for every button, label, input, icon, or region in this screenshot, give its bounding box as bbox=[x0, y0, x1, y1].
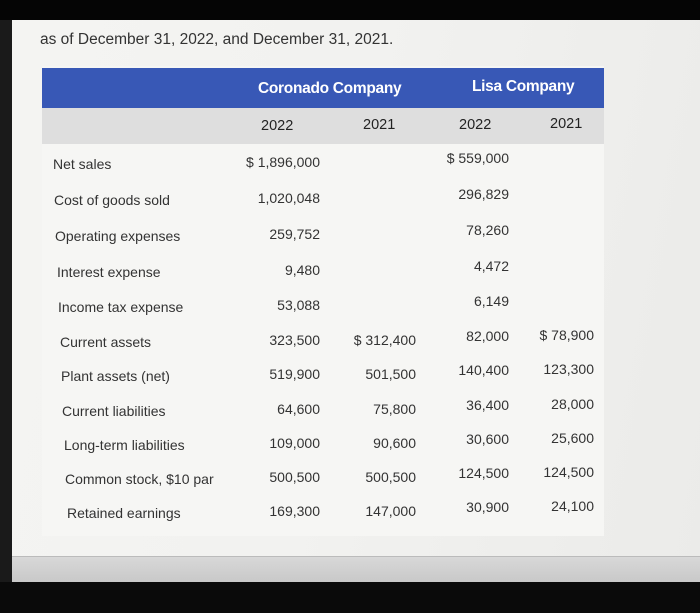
table-cell: 25,600 bbox=[551, 430, 594, 446]
table-cell: 500,500 bbox=[269, 469, 320, 485]
table-cell: 500,500 bbox=[365, 469, 416, 485]
table-cell: 519,900 bbox=[269, 366, 320, 382]
caption: as of December 31, 2022, and December 31, 2021. bbox=[40, 31, 394, 48]
row-label: Operating expenses bbox=[55, 228, 181, 244]
year-header-coronado-2021: 2021 bbox=[363, 117, 396, 133]
left-edge bbox=[0, 20, 12, 582]
table-cell: 140,400 bbox=[458, 362, 509, 378]
table-cell: 147,000 bbox=[365, 503, 416, 519]
row-label: Income tax expense bbox=[58, 299, 184, 315]
table-cell: 323,500 bbox=[269, 332, 320, 348]
year-header-lisa-2022: 2022 bbox=[459, 117, 492, 133]
table-cell: 82,000 bbox=[466, 328, 509, 344]
table-cell: 124,500 bbox=[543, 464, 594, 480]
year-header-lisa-2021: 2021 bbox=[550, 116, 583, 132]
row-label: Current assets bbox=[60, 334, 152, 350]
table-cell: 124,500 bbox=[458, 465, 509, 481]
table-cell: 296,829 bbox=[458, 186, 509, 202]
table-cell: 53,088 bbox=[277, 297, 320, 313]
table-cell: $ 78,900 bbox=[539, 327, 594, 343]
company-header-coronado: Coronado Company bbox=[258, 80, 402, 97]
table-cell: 259,752 bbox=[269, 226, 320, 242]
row-label: Common stock, $10 par bbox=[65, 471, 214, 487]
table-cell: 123,300 bbox=[543, 361, 594, 377]
table-cell: 78,260 bbox=[466, 222, 509, 238]
year-header-band bbox=[42, 108, 604, 144]
row-label: Interest expense bbox=[57, 264, 161, 280]
table-cell: 4,472 bbox=[473, 258, 509, 274]
table-cell: 28,000 bbox=[551, 396, 594, 412]
table-cell: $ 559,000 bbox=[446, 150, 509, 166]
table-cell: 109,000 bbox=[269, 435, 320, 451]
table-cell: 90,600 bbox=[373, 435, 416, 451]
table-cell: 30,600 bbox=[466, 431, 509, 447]
row-label: Current liabilities bbox=[62, 403, 166, 419]
table-cell: 75,800 bbox=[373, 401, 416, 417]
bottom-bar bbox=[0, 582, 700, 613]
row-label: Long-term liabilities bbox=[64, 437, 185, 453]
table-cell: 169,300 bbox=[269, 503, 320, 519]
table-cell: 24,100 bbox=[551, 498, 594, 514]
row-label: Net sales bbox=[53, 156, 112, 172]
table-cell: 1,020,048 bbox=[257, 190, 320, 206]
company-header-lisa: Lisa Company bbox=[472, 78, 575, 95]
table-cell: 36,400 bbox=[466, 397, 509, 413]
row-label: Retained earnings bbox=[67, 505, 181, 521]
row-label: Cost of goods sold bbox=[54, 192, 170, 208]
table-cell: 501,500 bbox=[365, 366, 416, 382]
table-cell: $ 312,400 bbox=[353, 332, 416, 348]
year-header-coronado-2022: 2022 bbox=[261, 118, 294, 134]
top-bar bbox=[0, 0, 700, 20]
table-cell: 6,149 bbox=[473, 293, 509, 309]
table-cell: 9,480 bbox=[284, 262, 320, 278]
table-cell: $ 1,896,000 bbox=[246, 154, 320, 170]
table-cell: 30,900 bbox=[466, 499, 509, 515]
table-cell: 64,600 bbox=[277, 401, 320, 417]
bottom-strip bbox=[12, 556, 700, 583]
row-label: Plant assets (net) bbox=[61, 368, 170, 384]
